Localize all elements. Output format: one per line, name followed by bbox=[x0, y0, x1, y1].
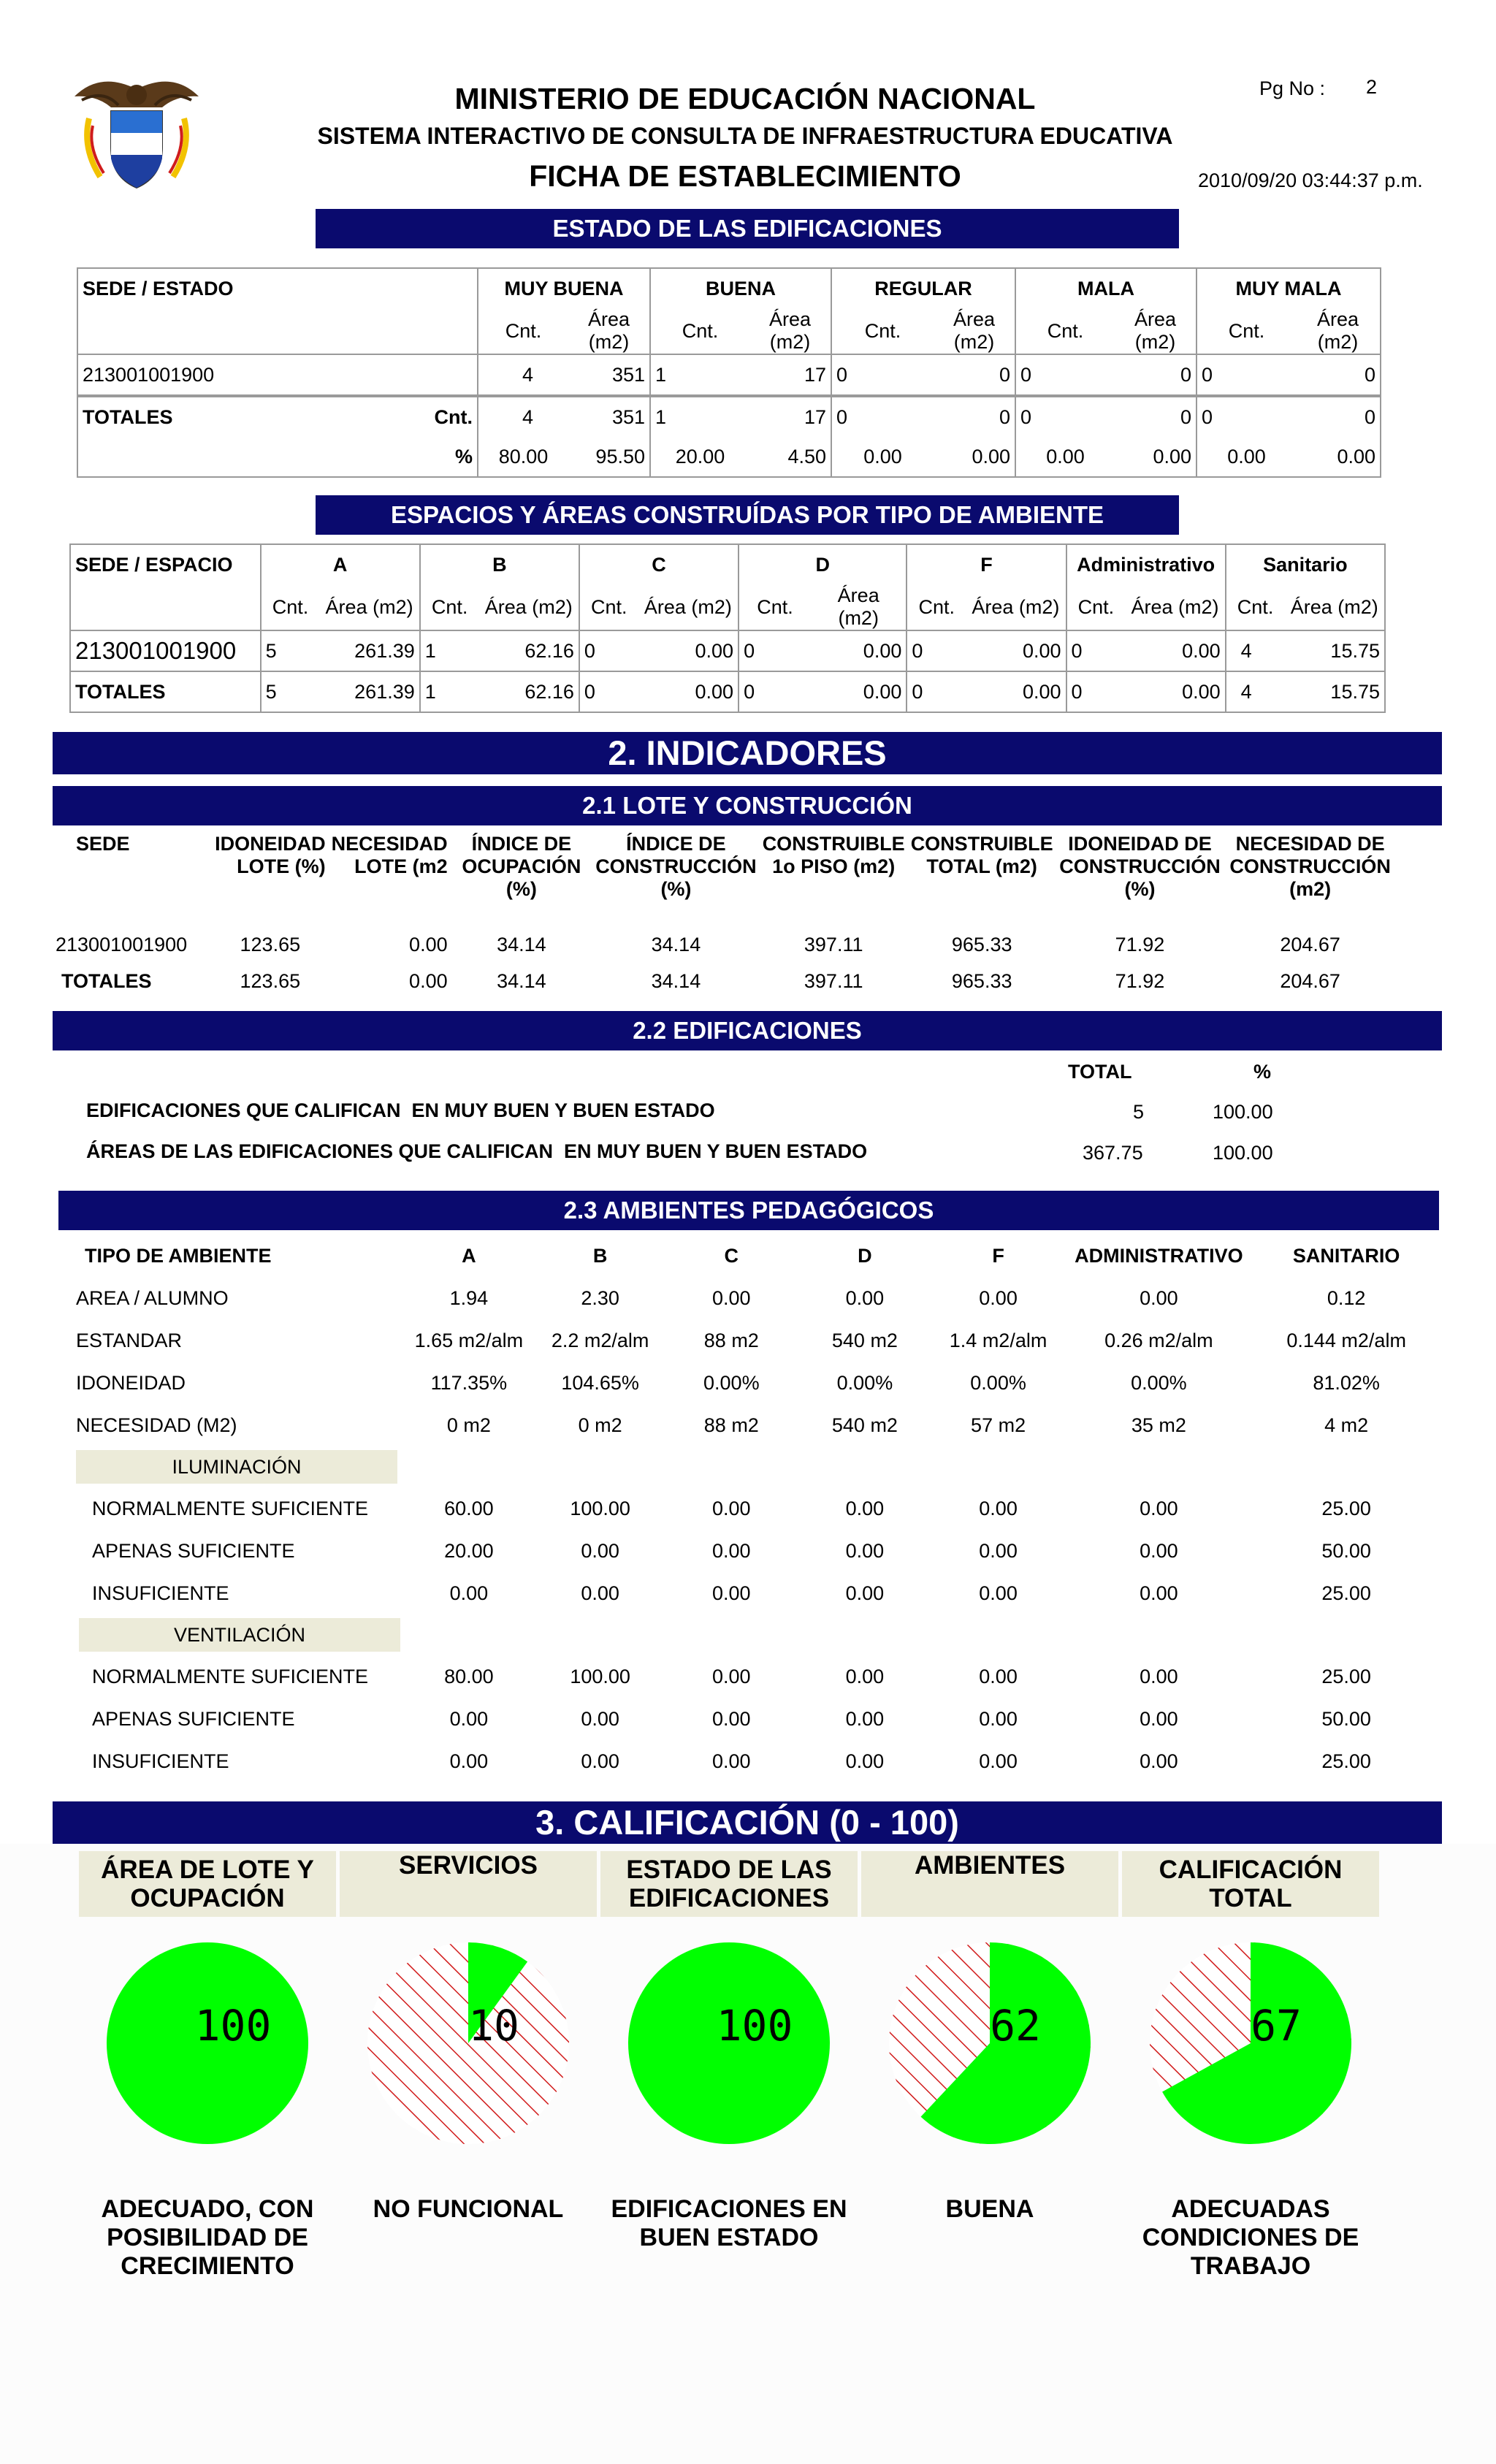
espacios-col-label: SEDE / ESPACIO bbox=[75, 553, 233, 576]
espacios-cell: 0.00 bbox=[1125, 630, 1225, 671]
iluminacion-row-label: APENAS SUFICIENTE bbox=[92, 1539, 295, 1562]
estado-total-cell: 0 bbox=[1180, 405, 1191, 428]
espacios-cell: 0.00 bbox=[811, 630, 907, 671]
iluminacion-cell: 0.00 bbox=[1140, 1497, 1178, 1519]
ambientes-table bbox=[73, 1235, 1439, 1782]
estado-row-sede: 213001001900 bbox=[77, 354, 378, 396]
iluminacion-cell: 0.00 bbox=[845, 1539, 885, 1562]
espacios-group-sanitario: Sanitario bbox=[1226, 544, 1385, 584]
lote-cell: 397.11 bbox=[804, 934, 863, 956]
ventilacion-cell: 0.00 bbox=[712, 1707, 751, 1730]
espacios-cell: 5 bbox=[261, 630, 320, 671]
estado-subhead-cnt: Cnt. bbox=[478, 308, 568, 354]
espacios-cell: 0 bbox=[1066, 630, 1126, 671]
table-row bbox=[77, 354, 1381, 396]
espacios-cell: 0 bbox=[907, 630, 966, 671]
ambientes-cell: 88 m2 bbox=[703, 1414, 759, 1436]
lote-cell: 0.00 bbox=[409, 934, 448, 956]
estado-pct-cell: 80.00 bbox=[478, 437, 568, 477]
espacios-totales-label: TOTALES bbox=[70, 671, 261, 712]
edificaciones-row2-pct: 100.00 bbox=[1213, 1142, 1273, 1164]
table-row bbox=[73, 1277, 1439, 1319]
pie-score-label: 62 bbox=[990, 2001, 1041, 2051]
ambientes-cell: 2.2 m2/alm bbox=[551, 1329, 649, 1351]
iluminacion-cell: 0.00 bbox=[581, 1582, 619, 1604]
table-row bbox=[73, 1572, 1439, 1614]
iluminacion-label: ILUMINACIÓN bbox=[76, 1450, 397, 1484]
lote-table bbox=[53, 833, 1397, 1000]
espacios-subhead-area: Área (m2) bbox=[1290, 595, 1378, 618]
iluminacion-cell: 0.00 bbox=[449, 1582, 489, 1604]
ambientes-row-label: NECESIDAD (M2) bbox=[76, 1414, 237, 1436]
espacios-group-b: B bbox=[420, 544, 579, 584]
lote-total-cell: 71.92 bbox=[1115, 969, 1165, 992]
espacios-subhead-area: Área (m2) bbox=[972, 595, 1060, 618]
indicadores-band: 2. INDICADORES bbox=[53, 732, 1442, 774]
espacios-subhead-cnt: Cnt. bbox=[420, 584, 479, 630]
report-timestamp: 2010/09/20 03:44:37 p.m. bbox=[1198, 169, 1423, 191]
iluminacion-row-label: NORMALMENTE SUFICIENTE bbox=[92, 1497, 369, 1519]
ventilacion-cell: 0.00 bbox=[845, 1665, 885, 1687]
table-row bbox=[73, 1362, 1439, 1404]
espacios-total-cell: 5 bbox=[261, 671, 320, 712]
ventilacion-cell: 0.00 bbox=[845, 1707, 885, 1730]
ventilacion-label: VENTILACIÓN bbox=[79, 1618, 400, 1652]
iluminacion-cell: 100.00 bbox=[570, 1497, 630, 1519]
iluminacion-cell: 0.00 bbox=[581, 1539, 619, 1562]
lote-row-sede: 213001001900 bbox=[56, 934, 188, 956]
estado-totales-label: TOTALES bbox=[83, 405, 173, 428]
ambientes-row-label: IDONEIDAD bbox=[76, 1371, 186, 1394]
table-row bbox=[73, 1698, 1439, 1740]
espacios-cell: 1 bbox=[420, 630, 479, 671]
ambientes-header: B bbox=[592, 1244, 608, 1267]
table-row bbox=[53, 901, 1397, 962]
table-row bbox=[73, 1404, 1439, 1446]
estado-cell: 1 bbox=[650, 354, 749, 396]
cal-title: SERVICIOS bbox=[340, 1851, 597, 1917]
table-row bbox=[73, 1655, 1439, 1698]
lote-header: NECESIDAD DE CONSTRUCCIÓN (m2) bbox=[1229, 833, 1391, 900]
iluminacion-row-label: INSUFICIENTE bbox=[92, 1582, 229, 1604]
estado-total-cell: 0 bbox=[1364, 405, 1375, 428]
score-pie bbox=[1150, 1942, 1351, 2144]
espacios-cell: 261.39 bbox=[319, 630, 419, 671]
estado-total-cell: 351 bbox=[611, 405, 645, 428]
espacios-total-cell: 15.75 bbox=[1284, 671, 1385, 712]
edificaciones-row1-total: 5 bbox=[1132, 1101, 1144, 1123]
edificaciones-row2-label: ÁREAS DE LAS EDIFICACIONES QUE CALIFICAN EN MUY BUEN Y BUEN ESTADO bbox=[86, 1140, 868, 1162]
lote-total-cell: 965.33 bbox=[951, 969, 1012, 992]
ventilacion-cell: 0.00 bbox=[449, 1750, 489, 1772]
edificaciones-pct-header: % bbox=[1253, 1061, 1272, 1083]
lote-cell: 123.65 bbox=[240, 934, 301, 956]
edificaciones-row1-label: EDIFICACIONES QUE CALIFICAN EN MUY BUEN Y BUEN ESTADO bbox=[86, 1099, 715, 1121]
espacios-subhead-area: Área (m2) bbox=[484, 595, 573, 618]
estado-subhead-area: Área (m2) bbox=[1316, 308, 1359, 353]
lote-total-cell: 34.14 bbox=[651, 969, 701, 992]
table-row bbox=[73, 1530, 1439, 1572]
cal-result: ADECUADO, CON POSIBILIDAD DE CRECIMIENTO bbox=[101, 2195, 314, 2280]
lote-total-cell: 0.00 bbox=[409, 969, 448, 992]
ambientes-cell: 57 m2 bbox=[971, 1414, 1026, 1436]
ambientes-cell: 1.65 m2/alm bbox=[414, 1329, 524, 1351]
ambientes-cell: 0 m2 bbox=[446, 1414, 491, 1436]
ambientes-band: 2.3 AMBIENTES PEDAGÓGICOS bbox=[58, 1191, 1439, 1230]
cal-result: EDIFICACIONES EN BUEN ESTADO bbox=[611, 2195, 847, 2251]
estado-table bbox=[77, 267, 1381, 478]
pie-score-label: 100 bbox=[194, 2001, 272, 2051]
lote-cell: 71.92 bbox=[1115, 934, 1165, 956]
estado-group-buena: BUENA bbox=[650, 268, 831, 308]
ventilacion-cell: 0.00 bbox=[712, 1665, 751, 1687]
estado-group-muy-mala: MUY MALA bbox=[1197, 268, 1381, 308]
estado-subhead-area: Área (m2) bbox=[953, 308, 996, 353]
page-number: 2 bbox=[1366, 76, 1378, 98]
edificaciones-band: 2.2 EDIFICACIONES bbox=[53, 1011, 1442, 1050]
ventilacion-cell: 25.00 bbox=[1321, 1665, 1371, 1687]
ambientes-cell: 81.02% bbox=[1313, 1371, 1380, 1394]
ventilacion-cell: 50.00 bbox=[1321, 1707, 1371, 1730]
estado-totales-cnt-label: Cnt. bbox=[434, 405, 473, 428]
ventilacion-row-label: APENAS SUFICIENTE bbox=[92, 1707, 295, 1730]
espacios-subhead-cnt: Cnt. bbox=[739, 584, 811, 630]
ambientes-header: ADMINISTRATIVO bbox=[1075, 1244, 1243, 1267]
ventilacion-row-label: NORMALMENTE SUFICIENTE bbox=[92, 1665, 369, 1687]
estado-band: ESTADO DE LAS EDIFICACIONES bbox=[316, 209, 1179, 248]
document-title: FICHA DE ESTABLECIMIENTO bbox=[529, 159, 961, 193]
ambientes-header: F bbox=[992, 1244, 1004, 1267]
iluminacion-cell: 25.00 bbox=[1321, 1497, 1371, 1519]
coat-of-arms-logo bbox=[67, 67, 206, 199]
lote-header: ÍNDICE DE CONSTRUCCIÓN (%) bbox=[595, 833, 757, 900]
lote-cell: 204.67 bbox=[1280, 934, 1340, 956]
espacios-total-cell: 0.00 bbox=[966, 671, 1066, 712]
estado-pct-cell: 0.00 bbox=[831, 437, 934, 477]
ventilacion-cell: 0.00 bbox=[979, 1707, 1018, 1730]
espacios-total-cell: 0 bbox=[579, 671, 638, 712]
iluminacion-cell: 50.00 bbox=[1321, 1539, 1371, 1562]
iluminacion-cell: 0.00 bbox=[979, 1539, 1018, 1562]
ventilacion-row-label: INSUFICIENTE bbox=[92, 1750, 229, 1772]
espacios-subhead-cnt: Cnt. bbox=[579, 584, 638, 630]
ambientes-cell: 1.4 m2/alm bbox=[949, 1329, 1047, 1351]
espacios-total-cell: 0 bbox=[907, 671, 966, 712]
lote-header: SEDE bbox=[76, 833, 130, 855]
espacios-table bbox=[69, 543, 1386, 713]
estado-subhead-area: Área (m2) bbox=[587, 308, 630, 353]
ambientes-cell: 1.94 bbox=[449, 1286, 489, 1309]
ventilacion-cell: 0.00 bbox=[845, 1750, 885, 1772]
ambientes-cell: 0.00 bbox=[845, 1286, 885, 1309]
estado-cell: 0 bbox=[1115, 354, 1197, 396]
pie-score-label: 100 bbox=[716, 2001, 793, 2051]
estado-group-mala: MALA bbox=[1015, 268, 1197, 308]
lote-total-cell: 123.65 bbox=[240, 969, 301, 992]
ambientes-cell: 0.26 m2/alm bbox=[1104, 1329, 1213, 1351]
lote-cell: 34.14 bbox=[651, 934, 701, 956]
cal-result: NO FUNCIONAL bbox=[373, 2195, 564, 2223]
ventilacion-cell: 0.00 bbox=[581, 1707, 619, 1730]
estado-group-regular: REGULAR bbox=[831, 268, 1015, 308]
espacios-cell: 15.75 bbox=[1284, 630, 1385, 671]
ambientes-cell: 0 m2 bbox=[578, 1414, 622, 1436]
estado-cell: 0 bbox=[831, 354, 934, 396]
estado-cell: 0 bbox=[1015, 354, 1115, 396]
estado-pct-cell: 4.50 bbox=[787, 445, 826, 468]
estado-total-cell: 0 bbox=[1197, 396, 1296, 437]
table-row bbox=[70, 630, 1385, 671]
ambientes-cell: 0.00% bbox=[836, 1371, 893, 1394]
ambientes-cell: 0.00 bbox=[712, 1286, 751, 1309]
estado-totales-pct-label: % bbox=[454, 445, 473, 468]
edificaciones-row2-total: 367.75 bbox=[1083, 1142, 1143, 1164]
lote-header: IDONEIDAD DE CONSTRUCCIÓN (%) bbox=[1059, 833, 1221, 900]
estado-subhead-cnt: Cnt. bbox=[1197, 308, 1296, 354]
estado-cell: 0 bbox=[1296, 354, 1381, 396]
espacios-subhead-area: Área (m2) bbox=[837, 584, 879, 629]
lote-total-cell: 397.11 bbox=[804, 969, 863, 992]
lote-header: CONSTRUIBLE TOTAL (m2) bbox=[910, 833, 1053, 877]
estado-subhead-area: Área (m2) bbox=[768, 308, 812, 353]
edificaciones-total-header: TOTAL bbox=[1068, 1061, 1132, 1083]
ambientes-cell: 0.144 m2/alm bbox=[1286, 1329, 1406, 1351]
ambientes-header: TIPO DE AMBIENTE bbox=[85, 1244, 272, 1267]
espacios-total-cell: 0.00 bbox=[811, 671, 907, 712]
estado-total-cell: 0 bbox=[1015, 396, 1115, 437]
ventilacion-cell: 0.00 bbox=[1140, 1665, 1178, 1687]
table-row bbox=[73, 1319, 1439, 1362]
iluminacion-cell: 0.00 bbox=[845, 1582, 885, 1604]
iluminacion-cell: 0.00 bbox=[845, 1497, 885, 1519]
ambientes-cell: 0.00% bbox=[970, 1371, 1026, 1394]
espacios-subhead-cnt: Cnt. bbox=[907, 584, 966, 630]
estado-total-cell: 1 bbox=[650, 396, 749, 437]
iluminacion-cell: 60.00 bbox=[444, 1497, 494, 1519]
estado-col-label: SEDE / ESTADO bbox=[83, 277, 234, 300]
lote-total-cell: 204.67 bbox=[1280, 969, 1340, 992]
lote-band: 2.1 LOTE Y CONSTRUCCIÓN bbox=[53, 786, 1442, 825]
ambientes-cell: 0.12 bbox=[1327, 1286, 1366, 1309]
ministry-title: MINISTERIO DE EDUCACIÓN NACIONAL bbox=[454, 82, 1036, 115]
table-row bbox=[53, 962, 1397, 1000]
espacios-group-d: D bbox=[739, 544, 907, 584]
iluminacion-cell: 0.00 bbox=[979, 1497, 1018, 1519]
ventilacion-cell: 0.00 bbox=[979, 1750, 1018, 1772]
espacios-row-sede: 213001001900 bbox=[70, 630, 261, 671]
ambientes-header: D bbox=[858, 1244, 872, 1267]
iluminacion-cell: 0.00 bbox=[712, 1582, 751, 1604]
ventilacion-cell: 0.00 bbox=[1140, 1707, 1178, 1730]
espacios-cell: 0.00 bbox=[638, 630, 739, 671]
cal-title: AMBIENTES bbox=[861, 1851, 1118, 1917]
cal-result: ADECUADAS CONDICIONES DE TRABAJO bbox=[1142, 2195, 1359, 2280]
lote-cell: 34.14 bbox=[497, 934, 546, 956]
ambientes-cell: 117.35% bbox=[430, 1371, 508, 1394]
ambientes-cell: 35 m2 bbox=[1131, 1414, 1186, 1436]
ambientes-row-label: AREA / ALUMNO bbox=[76, 1286, 229, 1309]
espacios-subhead-area: Área (m2) bbox=[1131, 595, 1219, 618]
espacios-group-administrativo: Administrativo bbox=[1066, 544, 1226, 584]
edificaciones-row1-pct: 100.00 bbox=[1213, 1101, 1273, 1123]
espacios-subhead-cnt: Cnt. bbox=[261, 584, 320, 630]
iluminacion-cell: 0.00 bbox=[1140, 1539, 1178, 1562]
espacios-total-cell: 261.39 bbox=[319, 671, 419, 712]
espacios-group-f: F bbox=[907, 544, 1066, 584]
espacios-total-cell: 0.00 bbox=[1125, 671, 1225, 712]
espacios-cell: 4 bbox=[1226, 630, 1285, 671]
estado-subhead-area: Área (m2) bbox=[1134, 308, 1177, 353]
iluminacion-cell: 0.00 bbox=[712, 1497, 751, 1519]
ambientes-cell: 0.00 bbox=[979, 1286, 1018, 1309]
ambientes-cell: 104.65% bbox=[561, 1371, 639, 1394]
iluminacion-cell: 0.00 bbox=[712, 1539, 751, 1562]
estado-cell: 0 bbox=[934, 354, 1015, 396]
calificacion-pies bbox=[0, 1929, 1496, 2170]
score-pie bbox=[889, 1942, 1091, 2144]
ventilacion-cell: 0.00 bbox=[581, 1750, 619, 1772]
estado-cell: 4 bbox=[478, 354, 568, 396]
estado-total-cell: 4 bbox=[478, 396, 568, 437]
estado-subhead-cnt: Cnt. bbox=[1015, 308, 1115, 354]
espacios-total-cell: 0.00 bbox=[638, 671, 739, 712]
estado-pct-cell: 0.00 bbox=[1153, 445, 1191, 468]
estado-total-cell: 0 bbox=[999, 405, 1010, 428]
table-row bbox=[77, 396, 1381, 437]
estado-total-cell: 0 bbox=[831, 396, 934, 437]
score-pie bbox=[107, 1942, 308, 2144]
espacios-total-cell: 1 bbox=[420, 671, 479, 712]
ventilacion-cell: 25.00 bbox=[1321, 1750, 1371, 1772]
ambientes-cell: 540 m2 bbox=[831, 1414, 898, 1436]
espacios-group-c: C bbox=[579, 544, 739, 584]
ambientes-cell: 2.30 bbox=[581, 1286, 619, 1309]
espacios-subhead-area: Área (m2) bbox=[325, 595, 413, 618]
estado-cell: 0 bbox=[1197, 354, 1296, 396]
ventilacion-cell: 0.00 bbox=[712, 1750, 751, 1772]
page-number-label: Pg No : bbox=[1259, 77, 1326, 99]
table-row bbox=[73, 1487, 1439, 1530]
espacios-cell: 0 bbox=[579, 630, 638, 671]
calificacion-band: 3. CALIFICACIÓN (0 - 100) bbox=[53, 1801, 1442, 1844]
ventilacion-cell: 100.00 bbox=[570, 1665, 630, 1687]
lote-header: CONSTRUIBLE 1o PISO (m2) bbox=[762, 833, 905, 877]
espacios-total-cell: 62.16 bbox=[479, 671, 579, 712]
estado-group-muy-buena: MUY BUENA bbox=[478, 268, 650, 308]
ventilacion-cell: 0.00 bbox=[449, 1707, 489, 1730]
pie-score-label: 67 bbox=[1251, 2001, 1302, 2051]
ambientes-cell: 4 m2 bbox=[1324, 1414, 1369, 1436]
cal-result: BUENA bbox=[945, 2195, 1034, 2223]
estado-total-cell: 17 bbox=[804, 405, 826, 428]
espacios-cell: 62.16 bbox=[479, 630, 579, 671]
ambientes-cell: 88 m2 bbox=[703, 1329, 759, 1351]
iluminacion-cell: 0.00 bbox=[979, 1582, 1018, 1604]
espacios-band: ESPACIOS Y ÁREAS CONSTRUÍDAS POR TIPO DE AMBIENTE bbox=[316, 495, 1179, 535]
ventilacion-cell: 80.00 bbox=[444, 1665, 494, 1687]
lote-header: NECESIDAD LOTE (m2 bbox=[331, 833, 448, 877]
ambientes-cell: 0.00 bbox=[1140, 1286, 1178, 1309]
espacios-total-cell: 4 bbox=[1226, 671, 1285, 712]
espacios-cell: 0 bbox=[739, 630, 811, 671]
table-row bbox=[73, 1740, 1439, 1782]
espacios-subhead-cnt: Cnt. bbox=[1226, 584, 1285, 630]
ambientes-header: A bbox=[462, 1244, 476, 1267]
estado-pct-cell: 0.00 bbox=[1197, 437, 1296, 477]
ambientes-row-label: ESTANDAR bbox=[76, 1329, 183, 1351]
estado-pct-cell: 0.00 bbox=[1015, 437, 1115, 477]
estado-subhead-cnt: Cnt. bbox=[831, 308, 934, 354]
ventilacion-cell: 0.00 bbox=[979, 1665, 1018, 1687]
iluminacion-cell: 25.00 bbox=[1321, 1582, 1371, 1604]
espacios-total-cell: 0 bbox=[739, 671, 811, 712]
pie-score-label: 10 bbox=[468, 2001, 519, 2051]
estado-cell: 351 bbox=[568, 354, 650, 396]
lote-totales-label: TOTALES bbox=[61, 969, 152, 992]
score-pie bbox=[628, 1942, 830, 2144]
ambientes-cell: 540 m2 bbox=[831, 1329, 898, 1351]
score-pie bbox=[367, 1942, 569, 2144]
lote-total-cell: 34.14 bbox=[497, 969, 546, 992]
table-row bbox=[70, 671, 1385, 712]
table-row bbox=[77, 437, 1381, 477]
ambientes-header: SANITARIO bbox=[1292, 1244, 1400, 1267]
ambientes-cell: 0.00% bbox=[703, 1371, 760, 1394]
cal-title: ÁREA DE LOTE Y OCUPACIÓN bbox=[79, 1851, 336, 1917]
cal-title: ESTADO DE LAS EDIFICACIONES bbox=[600, 1851, 858, 1917]
espacios-subhead-cnt: Cnt. bbox=[1066, 584, 1126, 630]
estado-pct-cell: 95.50 bbox=[595, 445, 645, 468]
estado-pct-cell: 20.00 bbox=[650, 437, 749, 477]
estado-pct-cell: 0.00 bbox=[1337, 445, 1375, 468]
estado-subhead-cnt: Cnt. bbox=[650, 308, 749, 354]
espacios-group-a: A bbox=[261, 544, 420, 584]
espacios-cell: 0.00 bbox=[966, 630, 1066, 671]
estado-pct-cell: 0.00 bbox=[972, 445, 1010, 468]
ventilacion-cell: 0.00 bbox=[1140, 1750, 1178, 1772]
system-title: SISTEMA INTERACTIVO DE CONSULTA DE INFRAESTRUCTURA EDUCATIVA bbox=[317, 123, 1173, 149]
lote-header: IDONEIDAD LOTE (%) bbox=[215, 833, 326, 877]
lote-header: ÍNDICE DE OCUPACIÓN (%) bbox=[462, 833, 581, 900]
lote-cell: 965.33 bbox=[951, 934, 1012, 956]
espacios-total-cell: 0 bbox=[1066, 671, 1126, 712]
espacios-subhead-area: Área (m2) bbox=[644, 595, 732, 618]
ambientes-header: C bbox=[724, 1244, 739, 1267]
iluminacion-cell: 20.00 bbox=[444, 1539, 494, 1562]
ambientes-cell: 0.00% bbox=[1131, 1371, 1187, 1394]
cal-title: CALIFICACIÓN TOTAL bbox=[1122, 1851, 1379, 1917]
iluminacion-cell: 0.00 bbox=[1140, 1582, 1178, 1604]
estado-cell: 17 bbox=[749, 354, 831, 396]
